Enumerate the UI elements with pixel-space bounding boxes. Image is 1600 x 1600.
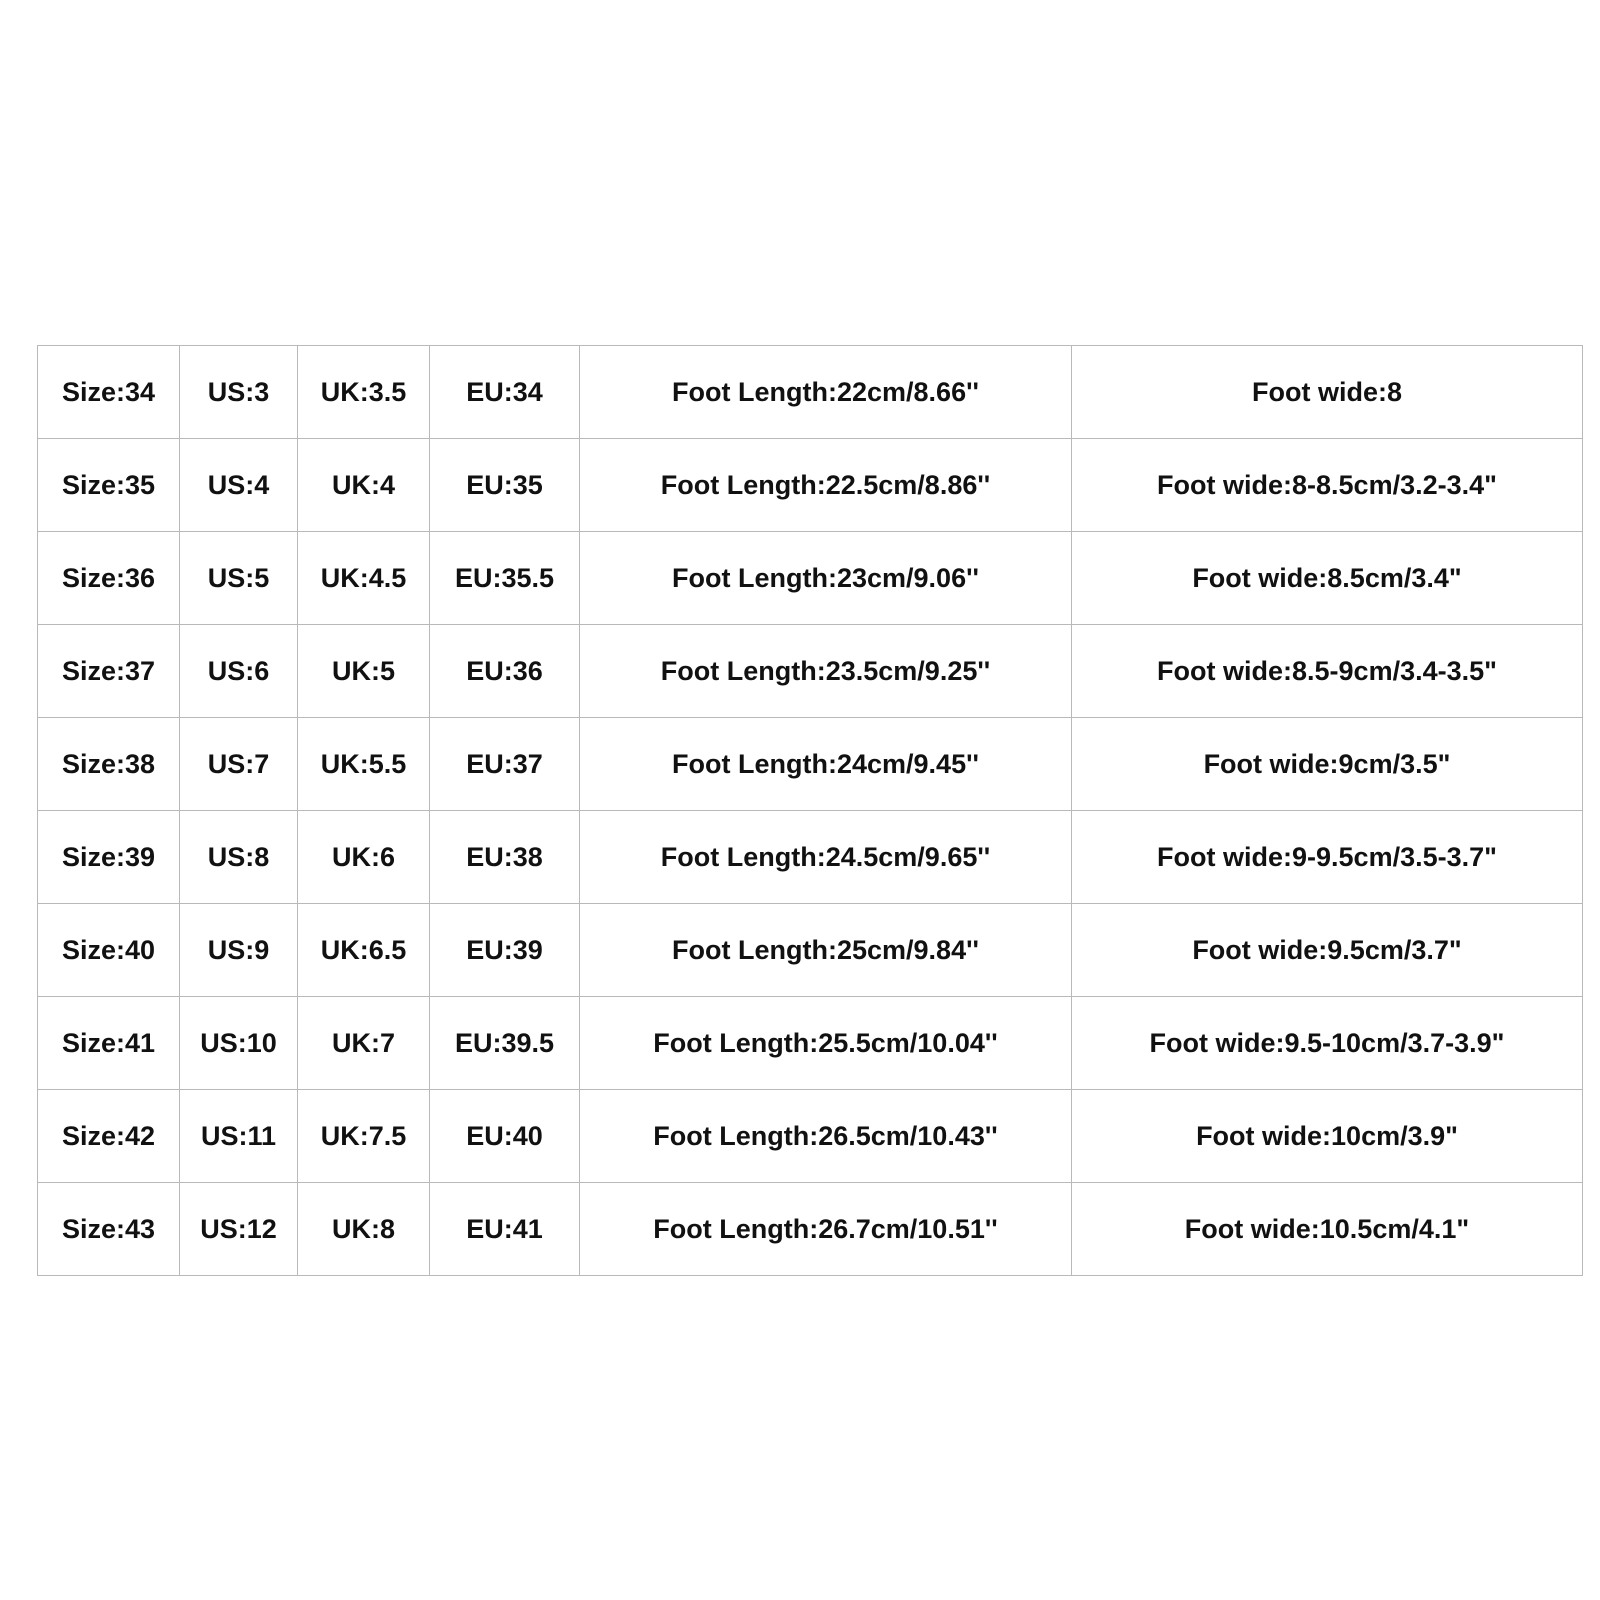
us-size-cell: US:12 [180,1183,298,1276]
size-cell: Size:41 [38,997,180,1090]
foot-wide-cell: Foot wide:10cm/3.9" [1072,1090,1583,1183]
us-size-cell: US:6 [180,625,298,718]
eu-size-cell: EU:35 [430,439,580,532]
us-size-cell: US:10 [180,997,298,1090]
foot-wide-cell: Foot wide:8-8.5cm/3.2-3.4" [1072,439,1583,532]
table-row [38,997,1583,1090]
eu-size-cell: EU:37 [430,718,580,811]
size-cell: Size:42 [38,1090,180,1183]
eu-size-cell: EU:39.5 [430,997,580,1090]
size-chart-table [37,345,1583,1276]
foot-wide-cell: Foot wide:9.5cm/3.7" [1072,904,1583,997]
size-cell: Size:39 [38,811,180,904]
uk-size-cell: UK:7 [298,997,430,1090]
size-cell: Size:34 [38,346,180,439]
eu-size-cell: EU:35.5 [430,532,580,625]
foot-wide-cell: Foot wide:8.5cm/3.4" [1072,532,1583,625]
us-size-cell: US:4 [180,439,298,532]
foot-wide-cell: Foot wide:9cm/3.5" [1072,718,1583,811]
foot-length-cell: Foot Length:24.5cm/9.65'' [580,811,1072,904]
table-row [38,625,1583,718]
table-row [38,904,1583,997]
foot-length-cell: Foot Length:26.5cm/10.43'' [580,1090,1072,1183]
us-size-cell: US:8 [180,811,298,904]
eu-size-cell: EU:36 [430,625,580,718]
size-cell: Size:36 [38,532,180,625]
foot-length-cell: Foot Length:23.5cm/9.25'' [580,625,1072,718]
uk-size-cell: UK:6 [298,811,430,904]
eu-size-cell: EU:41 [430,1183,580,1276]
foot-wide-cell: Foot wide:8.5-9cm/3.4-3.5" [1072,625,1583,718]
foot-length-cell: Foot Length:22cm/8.66'' [580,346,1072,439]
uk-size-cell: UK:8 [298,1183,430,1276]
foot-length-cell: Foot Length:23cm/9.06'' [580,532,1072,625]
uk-size-cell: UK:4 [298,439,430,532]
size-cell: Size:35 [38,439,180,532]
size-cell: Size:40 [38,904,180,997]
size-cell: Size:43 [38,1183,180,1276]
eu-size-cell: EU:39 [430,904,580,997]
us-size-cell: US:7 [180,718,298,811]
eu-size-cell: EU:38 [430,811,580,904]
table-row [38,718,1583,811]
table-row [38,1090,1583,1183]
foot-wide-cell: Foot wide:8 [1072,346,1583,439]
us-size-cell: US:5 [180,532,298,625]
foot-length-cell: Foot Length:22.5cm/8.86'' [580,439,1072,532]
table-row [38,811,1583,904]
us-size-cell: US:3 [180,346,298,439]
uk-size-cell: UK:4.5 [298,532,430,625]
us-size-cell: US:9 [180,904,298,997]
uk-size-cell: UK:3.5 [298,346,430,439]
foot-wide-cell: Foot wide:10.5cm/4.1" [1072,1183,1583,1276]
table-row [38,439,1583,532]
foot-length-cell: Foot Length:25cm/9.84'' [580,904,1072,997]
size-cell: Size:38 [38,718,180,811]
foot-length-cell: Foot Length:24cm/9.45'' [580,718,1072,811]
uk-size-cell: UK:7.5 [298,1090,430,1183]
table-row [38,1183,1583,1276]
foot-length-cell: Foot Length:25.5cm/10.04'' [580,997,1072,1090]
table-row [38,532,1583,625]
size-cell: Size:37 [38,625,180,718]
eu-size-cell: EU:40 [430,1090,580,1183]
table-row [38,346,1583,439]
foot-wide-cell: Foot wide:9.5-10cm/3.7-3.9" [1072,997,1583,1090]
uk-size-cell: UK:5.5 [298,718,430,811]
uk-size-cell: UK:5 [298,625,430,718]
eu-size-cell: EU:34 [430,346,580,439]
uk-size-cell: UK:6.5 [298,904,430,997]
us-size-cell: US:11 [180,1090,298,1183]
size-chart-body [38,346,1583,1276]
foot-length-cell: Foot Length:26.7cm/10.51'' [580,1183,1072,1276]
foot-wide-cell: Foot wide:9-9.5cm/3.5-3.7" [1072,811,1583,904]
